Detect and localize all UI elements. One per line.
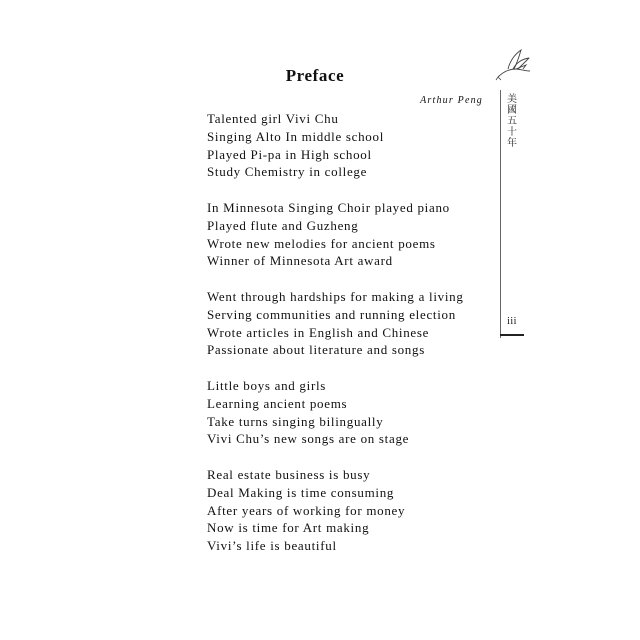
- page-number: iii: [507, 316, 517, 327]
- poem-line: Winner of Minnesota Art award: [207, 253, 393, 269]
- poem-line: Wrote articles in English and Chinese: [207, 324, 430, 340]
- poem-stanza: [207, 199, 497, 270]
- poem-line: Real estate business is busy: [207, 466, 371, 482]
- poem-stanza: [207, 110, 497, 181]
- poem-line: Went through hardships for making a living: [207, 288, 464, 304]
- poem-line: Take turns singing bilingually: [207, 413, 384, 429]
- poem-body: [207, 110, 497, 573]
- poem-line: Singing Alto In middle school: [207, 128, 385, 144]
- author-name: Arthur Peng: [420, 95, 483, 106]
- page-number-underline: [500, 334, 524, 336]
- poem-line: Vivi’s life is beautiful: [207, 538, 337, 554]
- poem-line: Wrote new melodies for ancient poems: [207, 235, 436, 251]
- poem-line: Played Pi-pa in High school: [207, 146, 372, 162]
- poem-line: Study Chemistry in college: [207, 164, 368, 180]
- running-book-title: 美國五十年: [507, 94, 517, 149]
- margin-rule: [500, 90, 501, 338]
- poem-line: Passionate about literature and songs: [207, 342, 425, 358]
- poem-line: After years of working for money: [207, 502, 406, 518]
- poem-line: Now is time for Art making: [207, 520, 370, 536]
- poem-line: Learning ancient poems: [207, 395, 348, 411]
- poem-line: Vivi Chu’s new songs are on stage: [207, 431, 410, 447]
- page-title: Preface: [285, 66, 345, 85]
- poem-stanza: [207, 466, 497, 555]
- poem-line: Serving communities and running election: [207, 306, 456, 322]
- poem-stanza: [207, 377, 497, 448]
- poem-line: In Minnesota Singing Choir played piano: [207, 199, 450, 215]
- poem-line: Talented girl Vivi Chu: [207, 111, 339, 126]
- flying-bird-icon: [494, 47, 534, 83]
- poem-line: Deal Making is time consuming: [207, 484, 395, 500]
- poem-line: Played flute and Guzheng: [207, 217, 359, 233]
- poem-line: Little boys and girls: [207, 377, 327, 393]
- poem-stanza: [207, 288, 497, 359]
